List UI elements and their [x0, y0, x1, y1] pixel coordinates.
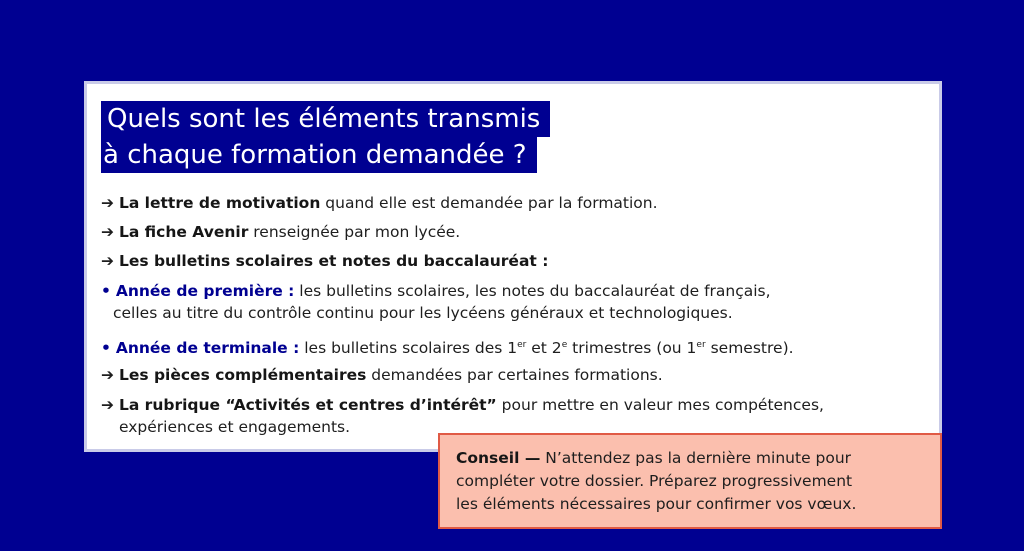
item-text: pour mettre en valeur mes compétences, [496, 396, 824, 414]
slide-title [101, 101, 550, 173]
list-item-rubrique [101, 394, 824, 438]
content-card [84, 81, 942, 452]
list-item-premiere [101, 280, 771, 324]
item-continuation: expériences et engagements. [119, 418, 351, 436]
item-text: les bulletins scolaires des 1 [299, 339, 518, 357]
item-text: demandées par certaines formations. [366, 366, 663, 384]
item-bold-text: La rubrique “Activités et centres d’intérêt” [118, 396, 497, 414]
item-text: quand elle est demandée par la formation. [320, 194, 658, 212]
conseil-line-2: compléter votre dossier. Préparez progressivement [456, 472, 853, 490]
arrow-icon: ➔ [101, 223, 114, 241]
item-text: les bulletins scolaires, les notes du baccalauréat de français, [294, 282, 771, 300]
list-item-terminale [101, 334, 794, 359]
conseil-box [438, 433, 942, 529]
superscript: er [517, 340, 527, 350]
item-text: trimestres (ou 1 [567, 339, 697, 357]
item-text: et 2 [526, 339, 562, 357]
title-line-1: Quels sont les éléments transmis [101, 101, 550, 137]
list-item-pieces [101, 364, 663, 386]
superscript: e [561, 340, 568, 350]
item-text: renseignée par mon lycée. [248, 223, 461, 241]
item-bold-text: Année de terminale : [115, 339, 300, 357]
item-bold-text: La lettre de motivation [118, 194, 321, 212]
item-bold-text: Les pièces complémentaires [118, 366, 367, 384]
arrow-icon: ➔ [101, 396, 114, 414]
bullet-icon: • [101, 339, 111, 357]
bullet-icon: • [101, 282, 111, 300]
conseil-line-3: les éléments nécessaires pour confirmer vos vœux. [456, 495, 857, 513]
conseil-label: Conseil — [456, 449, 541, 467]
list-item-lettre [101, 192, 658, 214]
title-line-2: à chaque formation demandée ? [101, 137, 537, 173]
item-bold-text: Les bulletins scolaires et notes du baccalauréat : [118, 252, 549, 270]
arrow-icon: ➔ [101, 366, 114, 384]
conseil-text: N’attendez pas la dernière minute pour [540, 449, 852, 467]
arrow-icon: ➔ [101, 194, 114, 212]
conseil-line-1 [456, 447, 924, 470]
list-item-bulletins [101, 250, 548, 272]
arrow-icon: ➔ [101, 252, 114, 270]
item-bold-text: La fiche Avenir [118, 223, 249, 241]
item-text: semestre). [705, 339, 794, 357]
list-item-fiche [101, 221, 460, 243]
superscript: er [696, 340, 706, 350]
item-continuation: celles au titre du contrôle continu pour les lycéens généraux et technologiques. [113, 304, 733, 322]
item-bold-text: Année de première : [115, 282, 295, 300]
